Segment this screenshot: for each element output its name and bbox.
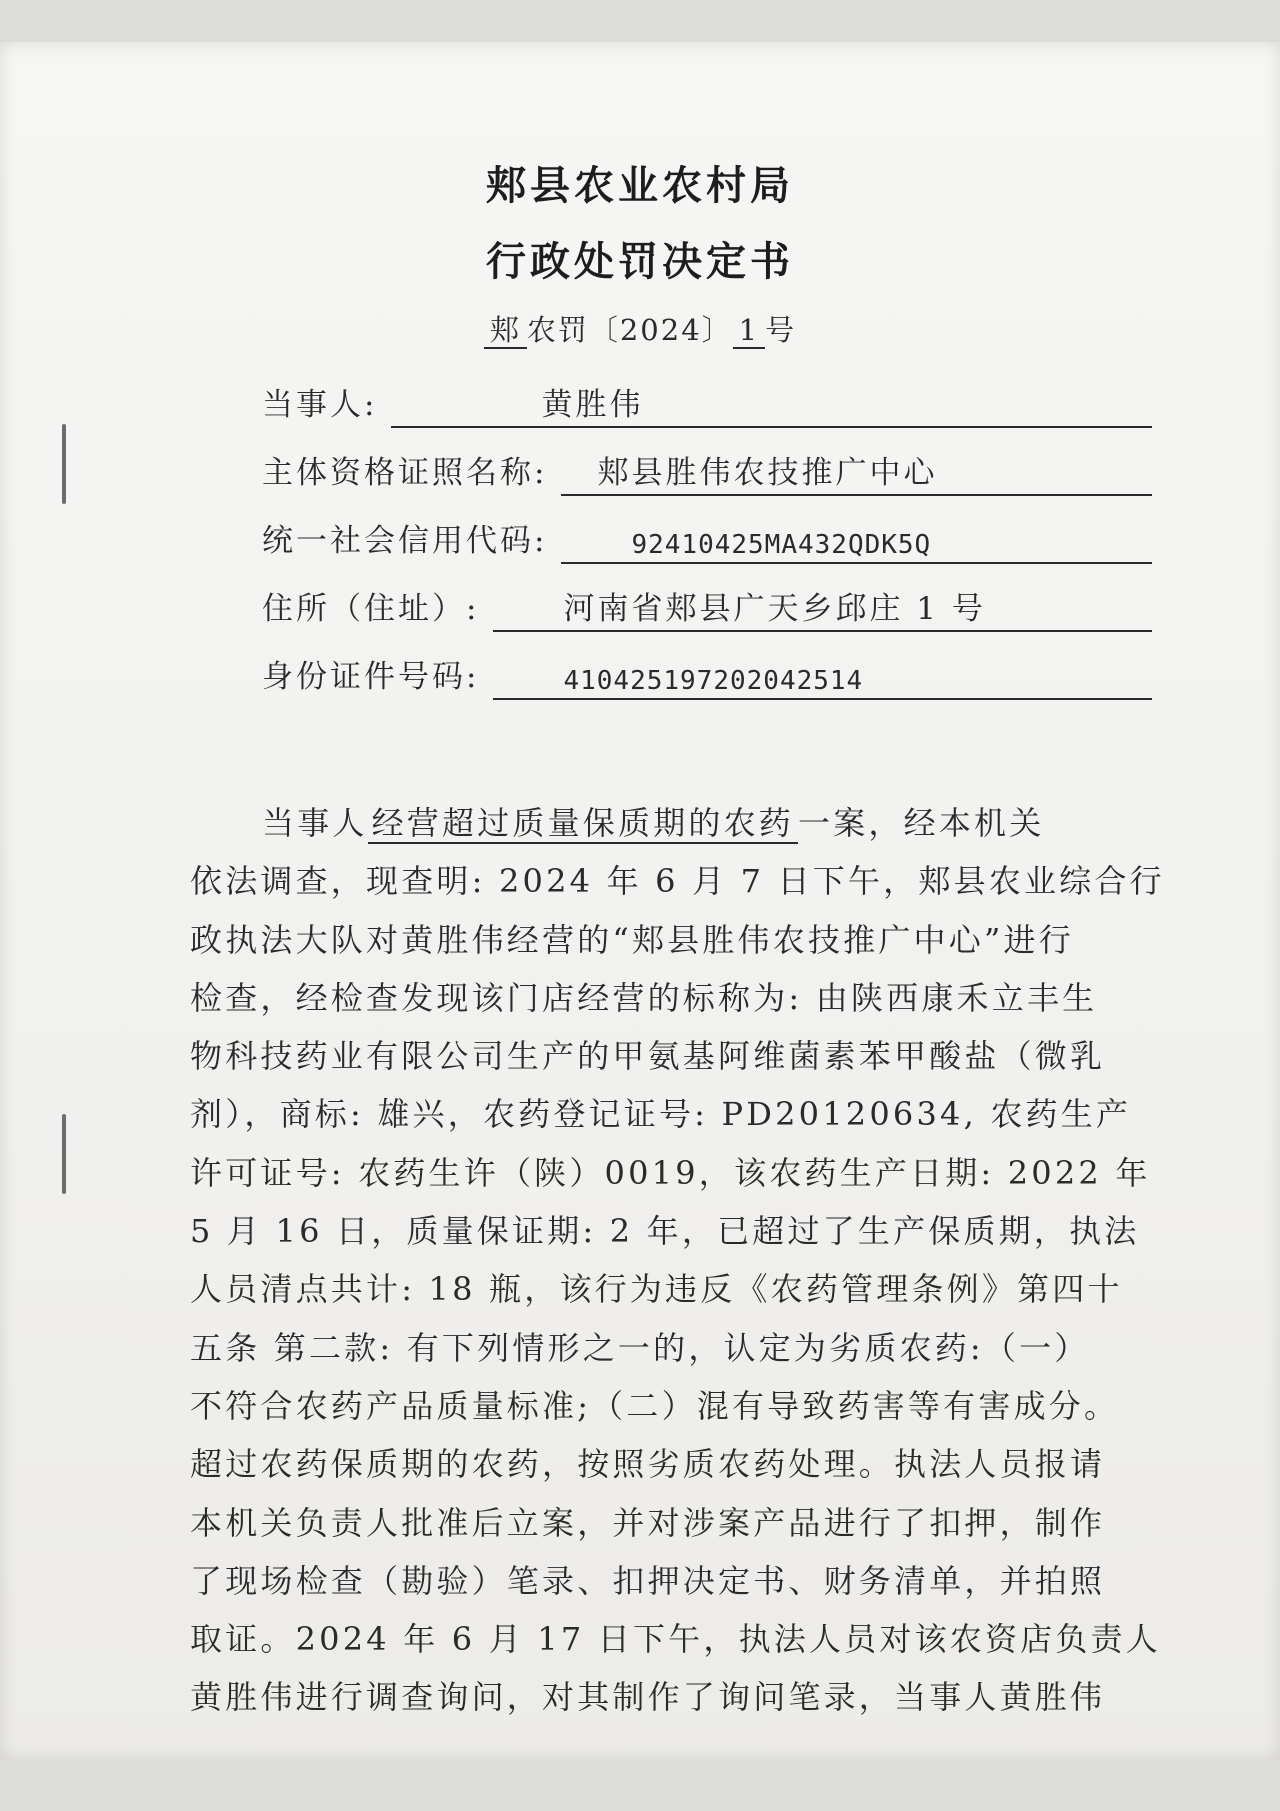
docno-middle: 农罚〔2024〕 (526, 313, 733, 347)
field-line (493, 654, 1152, 700)
field-value: 河南省郏县广天乡邱庄 1 号 (563, 591, 986, 627)
docno-prefix: 郏 (484, 313, 527, 349)
field-id-number (262, 650, 1152, 700)
body-lead: 当事人 (262, 804, 368, 842)
field-label: 住所（住址）: (262, 591, 480, 627)
field-line (561, 450, 1152, 496)
body-line: 剂），商标: 雄兴，农药登记证号: PD20120634, 农药生产 (190, 1095, 1132, 1134)
field-line (391, 382, 1152, 428)
field-address (262, 582, 1152, 632)
field-label: 主体资格证照名称: (262, 455, 548, 491)
case-name: 经营超过质量保质期的农药 (368, 804, 798, 844)
body-line: 检查，经检查发现该门店经营的标称为: 由陕西康禾立丰生 (190, 978, 1098, 1017)
field-license-name (262, 446, 1152, 496)
body-line: 物科技药业有限公司生产的甲氨基阿维菌素苯甲酸盐（微乳 (190, 1037, 1106, 1076)
field-value: 410425197202042514 (563, 666, 864, 696)
field-line (493, 586, 1152, 632)
body-line: 黄胜伟进行调查询问，对其制作了询问笔录，当事人黄胜伟 (190, 1678, 1106, 1717)
body-line: 政执法大队对黄胜伟经营的“郏县胜伟农技推广中心”进行 (190, 920, 1074, 959)
issuing-organization: 郏县农业农村局 (486, 162, 794, 209)
body-line: 依法调查，现查明: 2024 年 6 月 7 日下午，郏县农业综合行 (190, 862, 1165, 901)
body-line: 五条 第二款: 有下列情形之一的，认定为劣质农药:（一） (190, 1328, 1090, 1367)
field-value: 郏县胜伟农技推广中心 (597, 455, 938, 491)
body-line: 了现场检查（勘验）笔录、扣押决定书、财务清单，并拍照 (190, 1561, 1106, 1600)
field-label: 当事人: (262, 387, 378, 423)
body-lead-rest: 一案，经本机关 (798, 804, 1045, 842)
field-value: 黄胜伟 (541, 387, 644, 423)
body-line: 超过农药保质期的农药，按照劣质农药处理。执法人员报请 (190, 1445, 1106, 1484)
body-line: 许可证号: 农药生许（陕）0019，该农药生产日期: 2022 年 (190, 1153, 1151, 1192)
field-value: 92410425MA432QDK5Q (631, 530, 932, 560)
body-line (190, 794, 1150, 852)
binding-mark-top (62, 424, 66, 504)
body-line: 人员清点共计: 18 瓶，该行为违反《农药管理条例》第四十 (190, 1270, 1123, 1309)
document-number (0, 308, 1280, 349)
body-line: 5 月 16 日，质量保证期: 2 年，已超过了生产保质期，执法 (190, 1212, 1140, 1251)
field-line (561, 518, 1152, 564)
binding-mark-bottom (62, 1114, 66, 1194)
body-line: 取证。2024 年 6 月 17 日下午，执法人员对该农资店负责人 (190, 1620, 1161, 1659)
case-body (190, 794, 1165, 1727)
body-line: 本机关负责人批准后立案，并对涉案产品进行了扣押，制作 (190, 1503, 1106, 1542)
field-label: 统一社会信用代码: (262, 523, 548, 559)
field-party (262, 378, 1152, 428)
docno-suffix: 号 (765, 313, 797, 347)
docno-number: 1 (733, 313, 765, 349)
document-page (0, 42, 1280, 1760)
field-credit-code (262, 514, 1152, 564)
document-title: 行政处罚决定书 (486, 238, 794, 285)
body-line: 不符合农药产品质量标准;（二）混有导致药害等有害成分。 (190, 1386, 1120, 1425)
field-label: 身份证件号码: (262, 659, 480, 695)
